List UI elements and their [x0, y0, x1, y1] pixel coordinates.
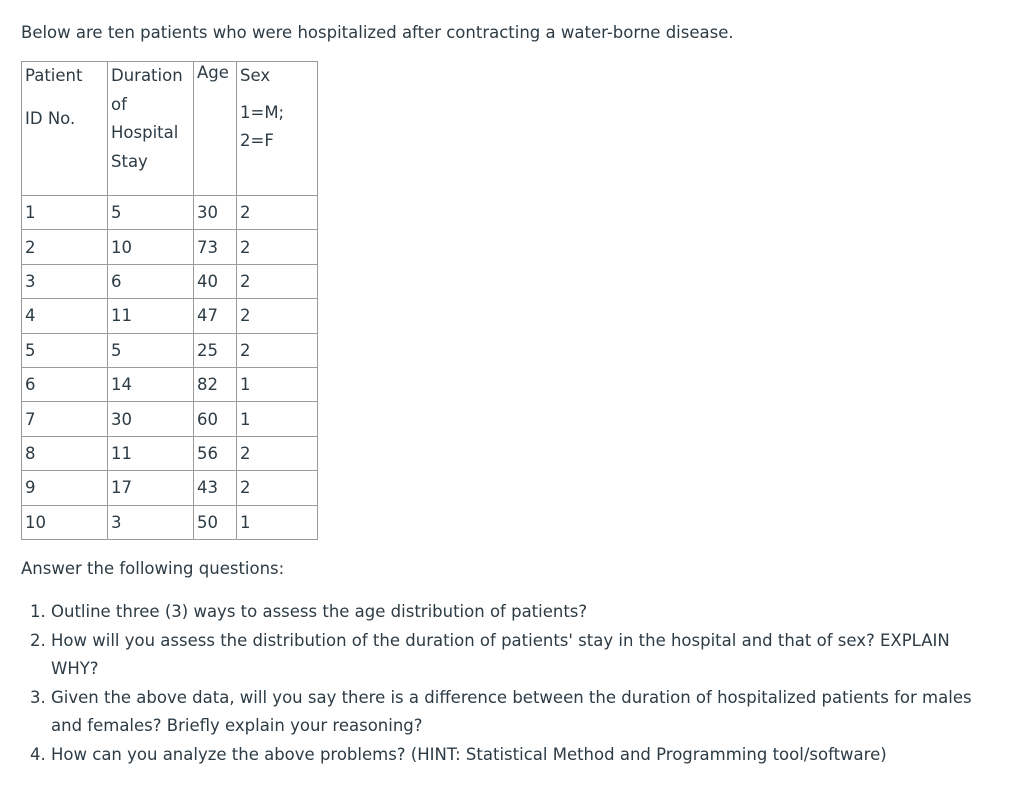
- cell-duration: 17: [108, 471, 194, 505]
- cell-duration: 11: [108, 299, 194, 333]
- cell-sex: 2: [237, 230, 318, 264]
- cell-age: 50: [194, 505, 237, 539]
- header-patient-id-line: Patient: [25, 66, 83, 85]
- cell-sex: 2: [237, 299, 318, 333]
- cell-duration: 3: [108, 505, 194, 539]
- cell-duration: 5: [108, 333, 194, 367]
- cell-age: 82: [194, 367, 237, 401]
- cell-patient-id: 7: [22, 402, 108, 436]
- cell-patient-id: 3: [22, 264, 108, 298]
- question-item: 1. Outline three (3) ways to assess the age distribution of patients?: [51, 598, 999, 627]
- table-row: [22, 402, 318, 436]
- table-row: [22, 436, 318, 470]
- cell-duration: 30: [108, 402, 194, 436]
- header-sex-line: 1=M;: [240, 102, 285, 122]
- question-item: 4. How can you analyze the above problems? (HINT: Statistical Method and Programming tool/software): [51, 741, 999, 770]
- cell-age: 60: [194, 402, 237, 436]
- table-row: [22, 367, 318, 401]
- cell-duration: 5: [108, 196, 194, 230]
- question-item: 3. Given the above data, will you say there is a difference between the duration of hospitalized patients for males and females? Briefly explain your reasoning?: [51, 684, 999, 741]
- cell-patient-id: 1: [22, 196, 108, 230]
- header-sex-line: Sex: [240, 66, 271, 85]
- table-row: [22, 264, 318, 298]
- header-duration: [108, 62, 194, 196]
- table-row: [22, 505, 318, 539]
- cell-patient-id: 9: [22, 471, 108, 505]
- header-age-line: Age: [197, 63, 229, 82]
- header-duration-line: Duration: [111, 66, 183, 85]
- header-duration-line: Stay: [111, 151, 148, 171]
- header-sex-line: 2=F: [240, 131, 274, 150]
- table-row: [22, 299, 318, 333]
- table-row: [22, 230, 318, 264]
- question-list: [21, 598, 999, 769]
- header-patient-id: [22, 62, 108, 196]
- cell-patient-id: 4: [22, 299, 108, 333]
- table-header-row: [22, 62, 318, 196]
- cell-sex: 2: [237, 333, 318, 367]
- cell-age: 40: [194, 264, 237, 298]
- cell-age: 30: [194, 196, 237, 230]
- table-body: [22, 196, 318, 540]
- header-patient-id-line: ID No.: [25, 108, 76, 128]
- cell-duration: 6: [108, 264, 194, 298]
- cell-patient-id: 5: [22, 333, 108, 367]
- cell-sex: 1: [237, 367, 318, 401]
- cell-duration: 10: [108, 230, 194, 264]
- cell-sex: 1: [237, 505, 318, 539]
- answer-heading: Answer the following questions:: [21, 559, 285, 578]
- cell-sex: 2: [237, 436, 318, 470]
- cell-sex: 2: [237, 264, 318, 298]
- header-duration-line: Hospital: [111, 123, 179, 142]
- header-sex: [237, 62, 318, 196]
- cell-age: 56: [194, 436, 237, 470]
- intro-text: Below are ten patients who were hospitalized after contracting a water-borne disease.: [21, 23, 734, 42]
- cell-patient-id: 10: [22, 505, 108, 539]
- cell-duration: 11: [108, 436, 194, 470]
- cell-sex: 2: [237, 471, 318, 505]
- cell-age: 25: [194, 333, 237, 367]
- question-item: 2. How will you assess the distribution of the duration of patients' stay in the hospital and that of sex? EXPLAIN WHY?: [51, 627, 999, 684]
- cell-age: 43: [194, 471, 237, 505]
- header-age: [194, 62, 237, 196]
- cell-age: 73: [194, 230, 237, 264]
- cell-sex: 2: [237, 196, 318, 230]
- cell-patient-id: 2: [22, 230, 108, 264]
- table-row: [22, 471, 318, 505]
- cell-patient-id: 6: [22, 367, 108, 401]
- cell-age: 47: [194, 299, 237, 333]
- table-row: [22, 196, 318, 230]
- cell-duration: 14: [108, 367, 194, 401]
- cell-sex: 1: [237, 402, 318, 436]
- table-row: [22, 333, 318, 367]
- patient-table: [21, 61, 318, 540]
- cell-patient-id: 8: [22, 436, 108, 470]
- header-duration-line: of: [111, 94, 127, 114]
